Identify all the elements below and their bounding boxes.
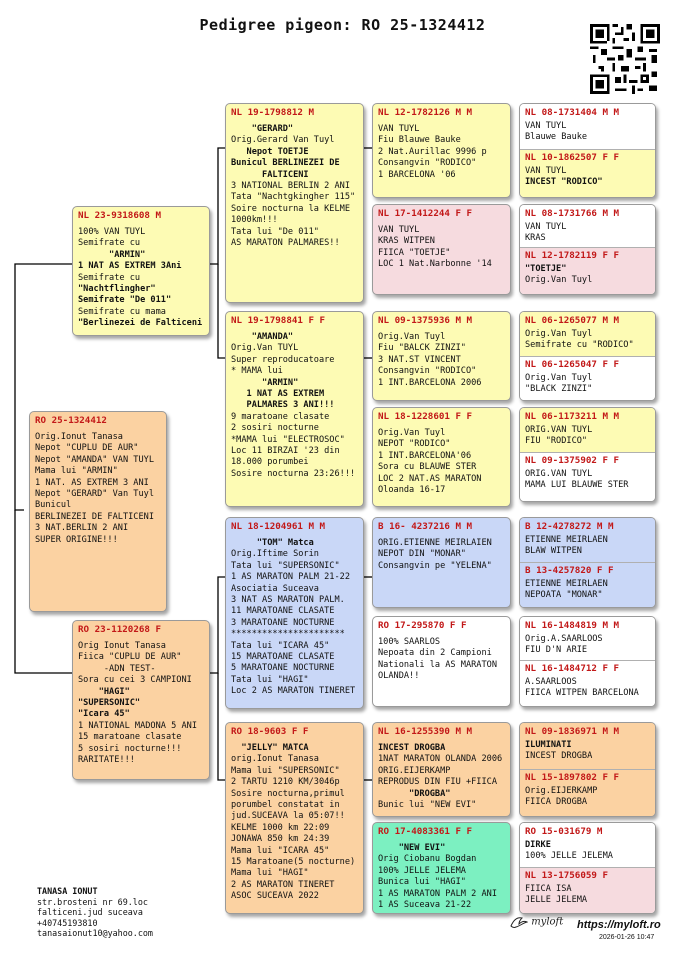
gen4-ring: NL 12-1782119 F F: [525, 250, 620, 261]
gen4-ring: NL 08-1731766 M M: [525, 208, 620, 219]
gen4-details: ETIENNE MEIRLAEN NEPOATA "MONAR": [525, 579, 608, 601]
gen4-cell[interactable]: [520, 247, 655, 294]
gen4-ring: NL 10-1862507 F F: [525, 152, 620, 163]
gen4-cell[interactable]: [520, 205, 655, 247]
gen3-details: VAN TUYL Fiu Blauwe Bauke 2 Nat.Aurillac 9996 p Consangvin "RODICO" 1 BARCELONA '06: [378, 124, 487, 180]
gen4-details: "TOETJE" Orig.Van Tuyl: [525, 264, 593, 286]
owner-info: [37, 886, 153, 939]
gen4-details: ORIG.VAN TUYL FIU "RODICO": [525, 425, 593, 447]
gen4-ring: NL 13-1756059 F: [525, 870, 608, 881]
gen4-cell[interactable]: [520, 562, 655, 607]
gen3-details: Orig.Van Tuyl Fiu "BALCK ZINZI" 3 NAT.ST VINCENT Consangvin "RODICO" 1 INT.BARCELONA 2006: [378, 332, 482, 388]
gen4-ring: B 13-4257820 F F: [525, 565, 614, 576]
gen3-card[interactable]: [372, 822, 511, 914]
gen4-details: VAN TUYL Blauwe Bauke: [525, 121, 588, 143]
gen4-ring: NL 09-1375902 F F: [525, 455, 620, 466]
sire-sire-card[interactable]: [225, 103, 364, 303]
gen4-details: Orig.Van Tuyl "BLACK ZINZI": [525, 373, 593, 395]
gen4-details: FIICA ISA JELLE JELEMA: [525, 884, 588, 906]
gen3-details: 100% SAARLOS Nepoata din 2 Campioni Nationali la AS MARATON OLANDA!!: [378, 637, 497, 682]
gen4-pair-card[interactable]: [519, 822, 656, 914]
gen4-ring: NL 08-1731404 M M: [525, 107, 620, 118]
gen4-cell[interactable]: [520, 452, 655, 501]
gen4-ring: NL 16-1484712 F F: [525, 663, 620, 674]
gen4-cell[interactable]: [520, 867, 655, 913]
gen3-details: INCEST DROGBA 1NAT MARATON OLANDA 2006 ORIG.EIJERKAMP REPRODUS DIN FIU +FIICA "DROGBA" Bunic lui "NEW EVI": [378, 743, 503, 811]
dam-card[interactable]: [72, 620, 210, 780]
bird-icon: [510, 915, 528, 929]
gen4-details: Orig.EIJERKAMP FIICA DROGBA: [525, 786, 598, 808]
gen4-cell[interactable]: [520, 823, 655, 867]
dam-sire-details: "TOM" Matca Orig.Iftime Sorin Tata lui "SUPERSONIC" 1 AS MARATON PALM 21-22 Asociatia Suceava 3 NAT AS MARATON PALM. 11 MARATOANE CLASATE 3 MARATOANE NOCTURNE ********************** Tata lui "ICARA 45" 15 MARATOANE CLASATE 5 MARATOANE NOCTURNE Tata lui "HAGI" Loc 2 AS MARATON TINERET: [231, 538, 356, 697]
gen4-cell[interactable]: [520, 769, 655, 816]
gen4-ring: RO 15-031679 M: [525, 826, 603, 837]
gen4-cell[interactable]: [520, 518, 655, 562]
owner-address-line1: str.brosteni nr 69.loc: [37, 896, 148, 907]
sire-sire-details: "GERARD" Orig.Gerard Van Tuyl Nepot TOETJE Bunicul BERLINEZEI DE FALTICENI 3 NATIONAL BERLIN 2 ANI Tata "Nachtgkingher 115" Soire nocturna la KELME 1000km!!! Tata lui "De 011" AS MARATON PALMARES!!: [231, 124, 356, 249]
subject-card[interactable]: [29, 411, 167, 612]
gen4-cell[interactable]: [520, 356, 655, 400]
gen3-card[interactable]: [372, 616, 511, 707]
gen4-pair-card[interactable]: [519, 311, 656, 401]
gen3-ring: B 16- 4237216 M M: [378, 521, 473, 532]
gen4-cell[interactable]: [520, 312, 655, 356]
owner-name: TANASA IONUT: [37, 886, 98, 896]
gen4-cell[interactable]: [520, 408, 655, 452]
owner-address-line2: falticeni.jud suceava: [37, 907, 143, 918]
gen4-details: ORIG.VAN TUYL MAMA LUI BLAUWE STER: [525, 469, 629, 491]
gen4-ring: NL 15-1897802 F F: [525, 772, 620, 783]
dam-sire-ring: NL 18-1204961 M M: [231, 521, 326, 532]
owner-phone: +40745193810: [37, 917, 98, 928]
gen4-details: DIRKE 100% JELLE JELEMA: [525, 840, 613, 862]
gen4-pair-card[interactable]: [519, 103, 656, 198]
sire-sire-ring: NL 19-1798812 M: [231, 107, 314, 118]
gen4-details: Orig.A.SAARLOOS FIU D'N ARIE: [525, 634, 603, 656]
gen4-cell[interactable]: [520, 660, 655, 706]
gen3-ring: RO 17-4083361 F F: [378, 826, 473, 837]
gen3-details: ORIG.ETIENNE MEIRLAIEN NEPOT DIN "MONAR" Consangvin pe "YELENA": [378, 538, 492, 571]
gen4-pair-card[interactable]: [519, 407, 656, 502]
sire-dam-details: "AMANDA" Orig.Van TUYL Super reproducatoare * MAMA lui "ARMIN" 1 NAT AS EXTREM PALMARES 3 ANI!!! 9 maratoane clasate 2 sosiri nocturne *MAMA lui "ELECTROSOC" Loc 11 BIRZAI '23 din 18.000 porumbei Sosire nocturna 23:26!!!: [231, 332, 356, 479]
gen3-card[interactable]: [372, 722, 511, 817]
gen4-pair-card[interactable]: [519, 616, 656, 707]
gen4-cell[interactable]: [520, 149, 655, 197]
gen3-ring: NL 12-1782126 M M: [378, 107, 473, 118]
gen4-cell[interactable]: [520, 104, 655, 149]
gen4-cell[interactable]: [520, 617, 655, 660]
gen3-ring: NL 09-1375936 M M: [378, 315, 473, 326]
gen4-ring: NL 06-1265047 F F: [525, 359, 620, 370]
gen4-details: ILUMINATI INCEST DROGBA: [525, 740, 593, 762]
gen4-ring: NL 06-1265077 M M: [525, 315, 620, 326]
dam-ring: RO 23-1120268 F: [78, 624, 161, 635]
dam-dam-ring: RO 18-9603 F F: [231, 726, 309, 737]
gen3-ring: NL 18-1228601 F F: [378, 411, 473, 422]
sire-details: 100% VAN TUYL Semifrate cu "ARMIN" 1 NAT AS EXTREM 3Ani Semifrate cu "Nachtflingher" Semifrate "De 011" Semifrate cu mama "Berlinezei de Falticeni: [78, 227, 203, 329]
logo-text: myloft: [531, 916, 564, 928]
gen4-ring: B 12-4278272 M M: [525, 521, 614, 532]
sire-card[interactable]: [72, 206, 210, 336]
gen4-ring: NL 06-1173211 M M: [525, 411, 620, 422]
gen3-details: "NEW EVI" Orig Ciobanu Bogdan 100% JELLE JELEMA Bunica lui "HAGI" 1 AS MARATON PALM 2 ANI 1 AS Suceava 21-22: [378, 843, 497, 911]
gen3-card[interactable]: [372, 407, 511, 507]
gen4-details: VAN TUYL INCEST "RODICO": [525, 166, 603, 188]
myloft-logo: [510, 915, 563, 929]
gen3-card[interactable]: [372, 103, 511, 198]
sire-dam-ring: NL 19-1798841 F F: [231, 315, 326, 326]
gen3-ring: RO 17-295870 F F: [378, 620, 467, 631]
gen3-card[interactable]: [372, 311, 511, 401]
gen4-ring: NL 09-1836971 M M: [525, 726, 620, 737]
subject-ring: RO 25-1324412: [35, 415, 107, 426]
gen3-ring: NL 16-1255390 M M: [378, 726, 473, 737]
gen4-details: Orig.Van Tuyl Semifrate cu "RODICO": [525, 329, 634, 351]
footer-date: 2026-01-26 10:47: [599, 934, 655, 941]
dam-details: Orig Ionut Tanasa Fiica "CUPLU DE AUR" -ADN TEST- Sora cu cei 3 CAMPIONI "HAGI" "SUPERSONIC" "Icara 45" 1 NATIONAL MADONA 5 ANI 15 maratoane clasate 5 sosiri nocturne!!! RARITATE!!!: [78, 641, 197, 766]
gen4-pair-card[interactable]: [519, 722, 656, 817]
footer-url[interactable]: https://myloft.ro: [577, 919, 661, 931]
gen4-details: VAN TUYL KRAS: [525, 222, 567, 244]
gen3-card[interactable]: [372, 204, 511, 295]
sire-ring: NL 23-9318608 M: [78, 210, 161, 221]
gen4-details: ETIENNE MEIRLAEN BLAW WITPEN: [525, 535, 608, 557]
sire-dam-card[interactable]: [225, 311, 364, 507]
dam-sire-card[interactable]: [225, 517, 364, 709]
gen4-pair-card[interactable]: [519, 204, 656, 295]
gen3-ring: NL 17-1412244 F F: [378, 208, 473, 219]
dam-dam-card[interactable]: [225, 722, 364, 914]
page-title: Pedigree pigeon: RO 25-1324412: [199, 16, 486, 34]
gen3-details: VAN TUYL KRAS WITPEN FIICA "TOETJE" LOC 1 Nat.Narbonne '14: [378, 225, 492, 270]
gen4-pair-card[interactable]: [519, 517, 656, 608]
subject-details: Orig.Ionut Tanasa Nepot "CUPLU DE AUR" Nepot "AMANDA" VAN TUYL Mama lui "ARMIN" 1 NAT. AS EXTREM 3 ANI Nepot "GERARD" Van Tuyl Bunicul BERLINEZEI DE FALTICENI 3 NAT.BERLIN 2 ANI SUPER ORIGINE!!!: [35, 432, 154, 545]
gen4-details: A.SAARLOOS FIICA WITPEN BARCELONA: [525, 677, 639, 699]
owner-email: tanasaionut10@yahoo.com: [37, 928, 153, 939]
dam-dam-details: "JELLY" MATCA orig.Ionut Tanasa Mama lui "SUPERSONIC" 2 TARTU 1210 KM/3046p Sosire nocturna,primul porumbel constatat in jud.SUCEAVA la 05:07!! KELME 1000 km 22:09 JONAWA 850 km 24:39 Mama lui "ICARA 45" 15 Maratoane(5 nocturne) Mama lui "HAGI" 2 AS MARATON TINERET ASOC SUCEAVA 2022: [231, 743, 356, 902]
gen3-details: Orig.Van Tuyl NEPOT "RODICO" 1 INT.BARCELONA'06 Sora cu BLAUWE STER LOC 2 NAT.AS MARATON Oloanda 16-17: [378, 428, 482, 496]
gen3-card[interactable]: [372, 517, 511, 608]
gen4-cell[interactable]: [520, 723, 655, 769]
gen4-ring: NL 16-1484819 M M: [525, 620, 620, 631]
